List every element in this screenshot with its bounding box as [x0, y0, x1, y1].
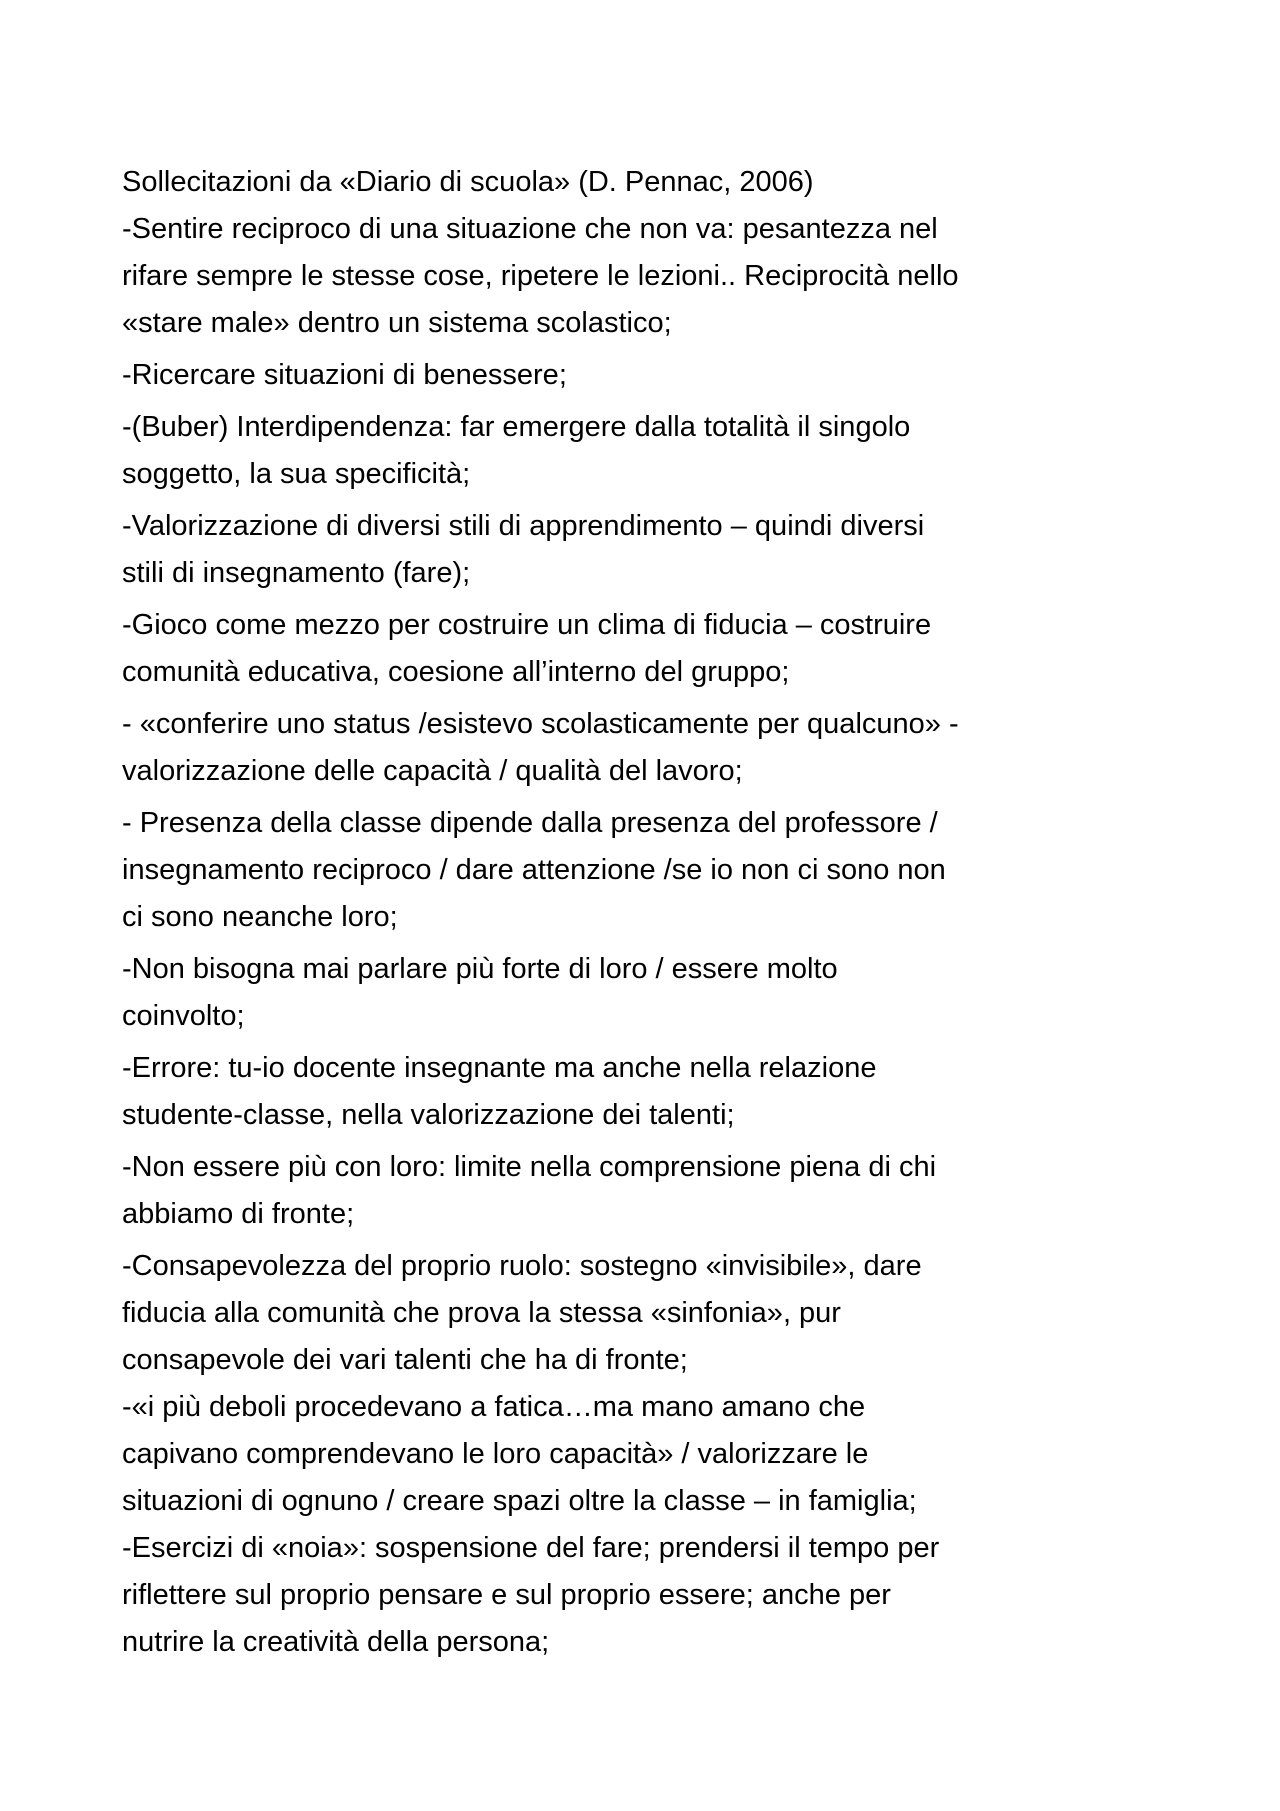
paragraph-status: - «conferire uno status /esistevo scolasticamente per qualcuno» - valorizzazione delle capacità / qualità del lavoro; — [122, 708, 959, 787]
paragraph-boredom-exercises: -Esercizi di «noia»: sospensione del fare; prendersi il tempo per riflettere sul proprio pensare e sul proprio essere; anche per nutrire la creatività della persona; — [122, 1532, 940, 1658]
paragraph-wellbeing: -Ricercare situazioni di benessere; — [122, 359, 567, 391]
document-title: Sollecitazioni da «Diario di scuola» (D. Pennac, 2006) — [122, 166, 814, 198]
paragraph-game: -Gioco come mezzo per costruire un clima di fiducia – costruire comunità educativa, coesione all’interno del gruppo; — [122, 609, 932, 688]
paragraph-speak-louder: -Non bisogna mai parlare più forte di loro / essere molto coinvolto; — [122, 953, 838, 1032]
document-body — [122, 159, 1172, 1666]
paragraph-role-awareness: -Consapevolezza del proprio ruolo: sostegno «invisibile», dare fiducia alla comunità che prova la stessa «sinfonia», pur consapevole dei vari talenti che ha di fronte; — [122, 1250, 922, 1376]
paragraph-class-presence: - Presenza della classe dipende dalla presenza del professore / insegnamento reciproco / dare attenzione /se io non ci sono non ci sono neanche loro; — [122, 807, 946, 933]
paragraph-weaker-students: -«i più deboli procedevano a fatica…ma mano amano che capivano comprendevano le loro capacità» / valorizzare le situazioni di ognuno / creare spazi oltre la classe – in famiglia; — [122, 1391, 917, 1517]
paragraph-error: -Errore: tu-io docente insegnante ma anche nella relazione studente-classe, nella valorizzazione dei talenti; — [122, 1052, 877, 1131]
paragraph-reciprocity: -Sentire reciproco di una situazione che non va: pesantezza nel rifare sempre le stesse cose, ripetere le lezioni.. Reciprocità nello «stare male» dentro un sistema scolastico; — [122, 213, 959, 339]
paragraph-learning-styles: -Valorizzazione di diversi stili di apprendimento – quindi diversi stili di insegnamento (fare); — [122, 510, 925, 589]
paragraph-not-with-them: -Non essere più con loro: limite nella comprensione piena di chi abbiamo di fronte; — [122, 1151, 937, 1230]
paragraph-interdependence: -(Buber) Interdipendenza: far emergere dalla totalità il singolo soggetto, la sua specificità; — [122, 411, 911, 490]
